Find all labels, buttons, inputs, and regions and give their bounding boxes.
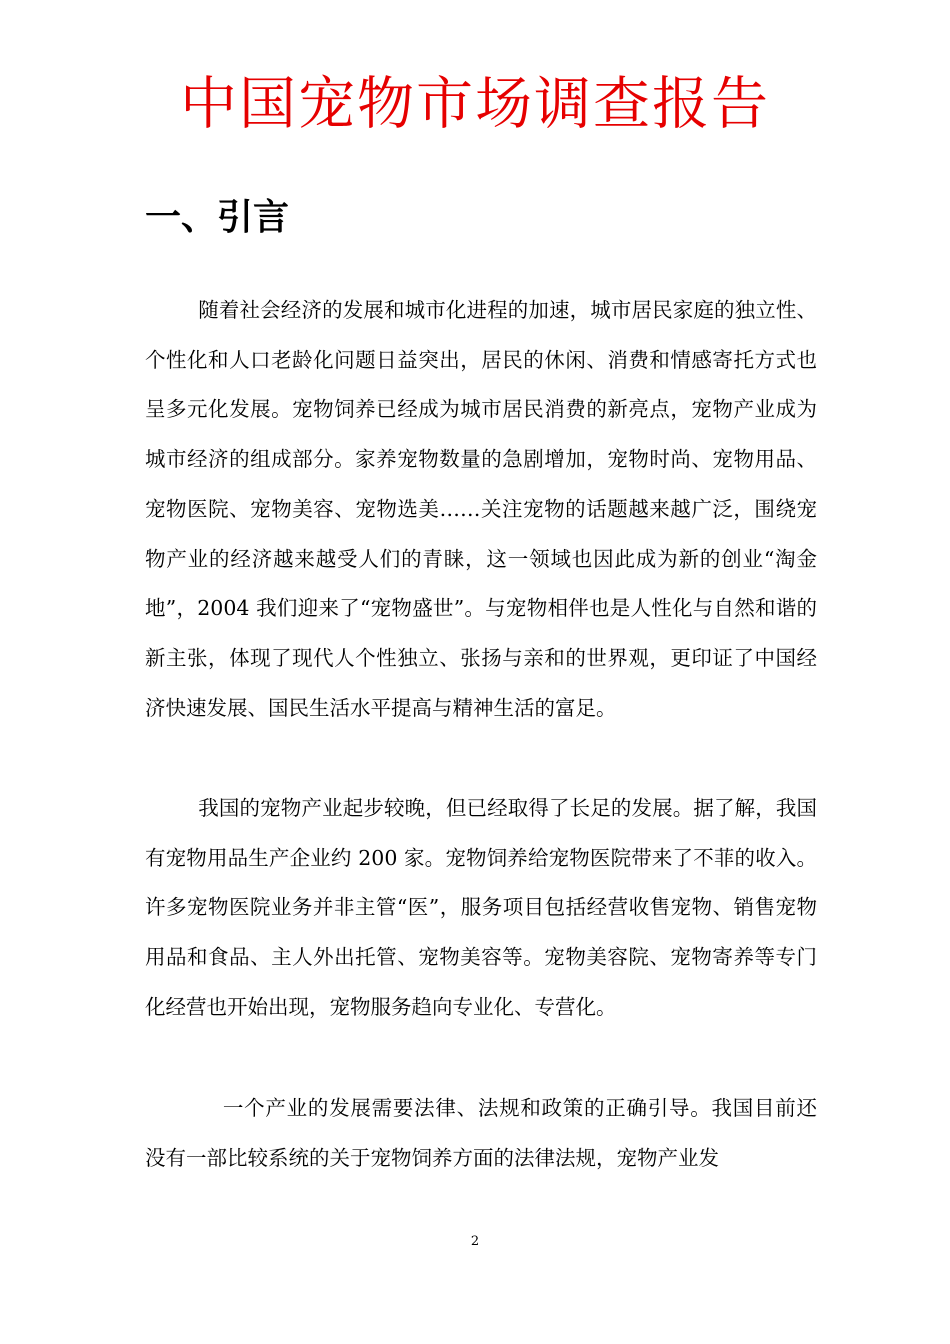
body-paragraph-2: 我国的宠物产业起步较晚，但已经取得了长足的发展。据了解，我国有宠物用品生产企业约 200 家。宠物饲养给宠物医院带来了不菲的收入。许多宠物医院业务并非主管“医”，服务项目包括经营收售宠物、销售宠物用品和食品、主人外出托管、宠物美容等。宠物美容院、宠物寄养等专门化经营也开始出现，宠物服务趋向专业化、专营化。 xyxy=(145,796,817,1019)
section-heading-introduction: 一、引言 xyxy=(145,197,290,238)
body-paragraph-3: 一个产业的发展需要法律、法规和政策的正确引导。我国目前还没有一部比较系统的关于宠物饲养方面的法律法规，宠物产业发 xyxy=(145,1096,817,1170)
document-title: 中国宠物市场调查报告 xyxy=(180,71,770,137)
page-number: 2 xyxy=(470,1234,480,1249)
body-paragraph-1: 随着社会经济的发展和城市化进程的加速，城市居民家庭的独立性、个性化和人口老龄化问题日益突出，居民的休闲、消费和情感寄托方式也呈多元化发展。宠物饲养已经成为城市居民消费的新亮点，宠物产业成为城市经济的组成部分。家养宠物数量的急剧增加，宠物时尚、宠物用品、宠物医院、宠物美容、宠物选美……关注宠物的话题越来越广泛，围绕宠物产业的经济越来越受人们的青睐，这一领域也因此成为新的创业“淘金地”，2004 我们迎来了“宠物盛世”。与宠物相伴也是人性化与自然和谐的新主张，体现了现代人个性独立、张扬与亲和的世界观，更印证了中国经济快速发展、国民生活水平提高与精神生活的富足。 xyxy=(145,298,817,720)
